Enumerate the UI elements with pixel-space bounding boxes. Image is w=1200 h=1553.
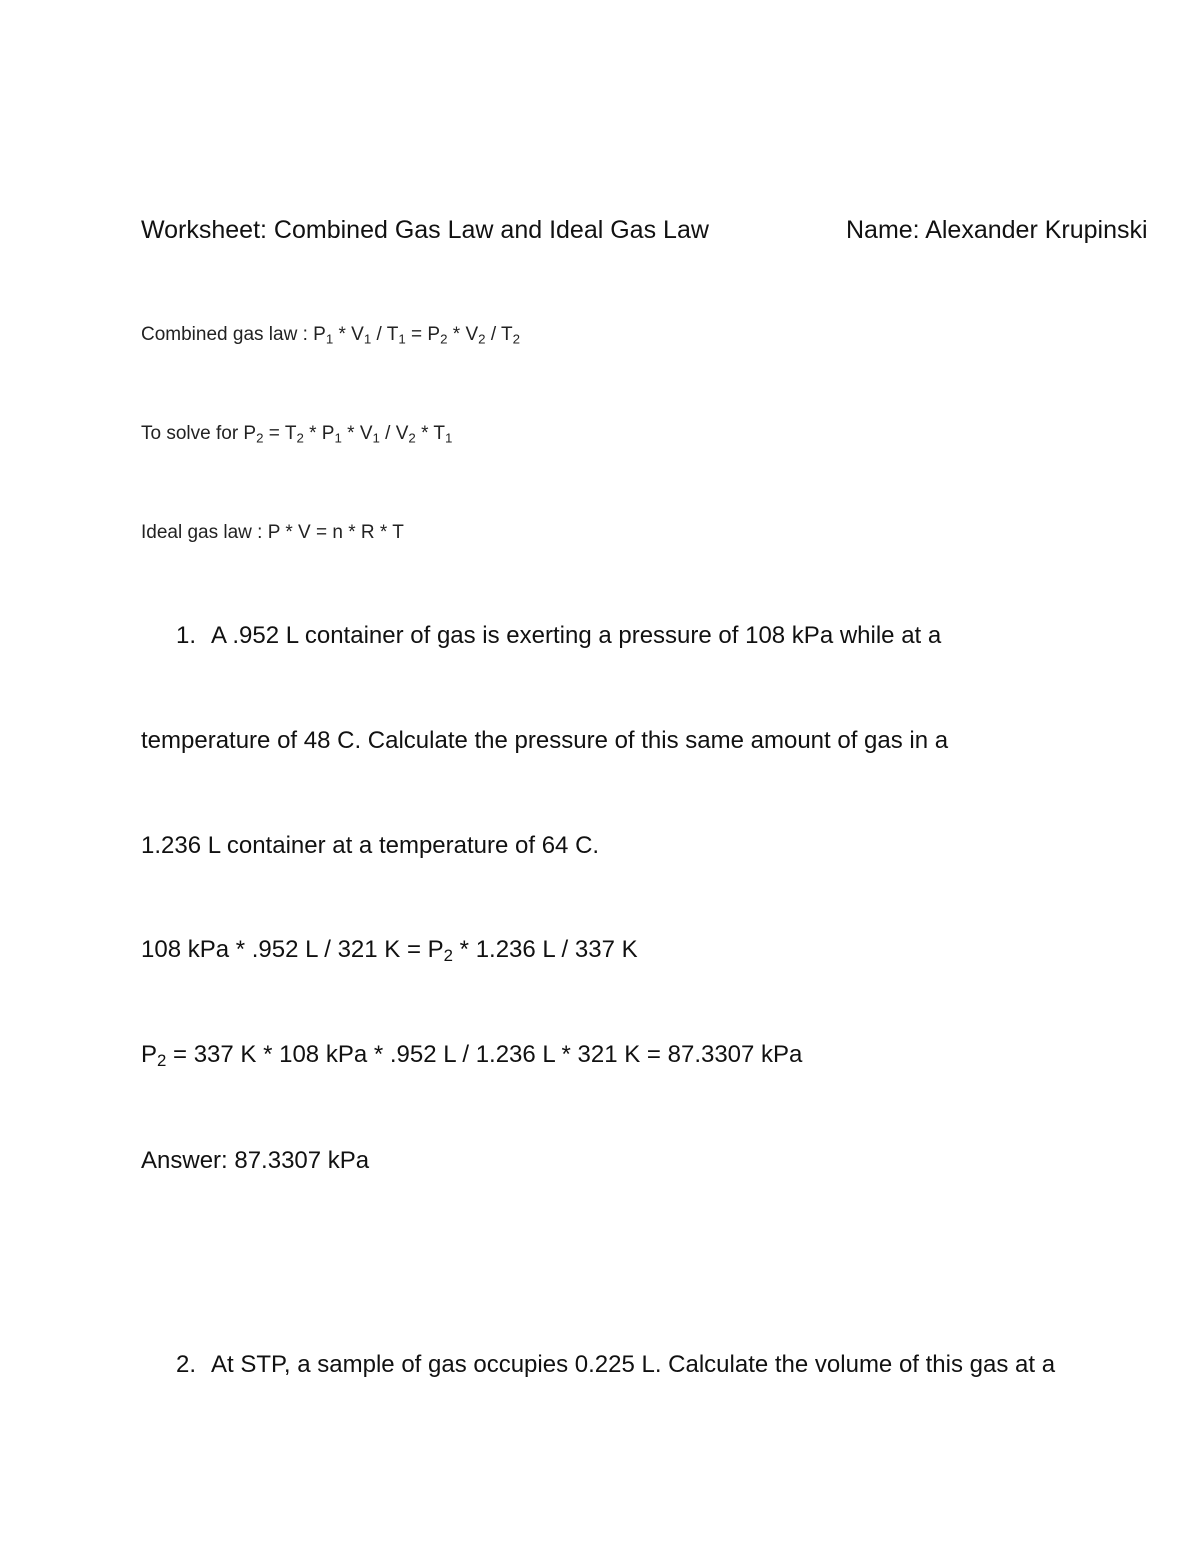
question-1-line-2: temperature of 48 C. Calculate the pressure of this same amount of gas in a [141, 727, 949, 754]
question-1-line-3: 1.236 L container at a temperature of 64 C. [141, 832, 600, 859]
question-1-work-step-1: 108 kPa * .952 L / 321 $K = P_2 * 1.236$ L / 337 K [141, 936, 638, 966]
question-1-answer: Answer: 87.3307 kPa [141, 1147, 370, 1174]
question-1-work-step-2: $P_2 = 337$ K * 108 kPa * .952 L / 1.236 L * 321 K = 87.3307 kPa [141, 1041, 803, 1071]
question-2-number: 2. [176, 1351, 197, 1378]
worksheet-title: Worksheet: Combined Gas Law and Ideal Gas Law [141, 216, 709, 244]
solve-for-p2-formula: To solve for $P_2 = T_2 * P_1 * V_1 / V_2 * T_1$ [141, 423, 453, 446]
question-2-line-1: At STP, a sample of gas occupies 0.225 L. Calculate the volume of this gas at a [211, 1351, 1056, 1378]
question-1-number: 1. [176, 622, 197, 649]
ideal-gas-law-formula: Ideal gas law : P * V = n * R * T [141, 522, 404, 543]
question-1-line-1: A .952 L container of gas is exerting a pressure of 108 kPa while at a [211, 622, 942, 649]
combined-gas-law-formula: Combined gas law : $P_1 * V_1 / T_1 = P_2 * V_2 / T_2$ [141, 324, 521, 347]
student-name: Name: Alexander Krupinski [846, 216, 1148, 244]
